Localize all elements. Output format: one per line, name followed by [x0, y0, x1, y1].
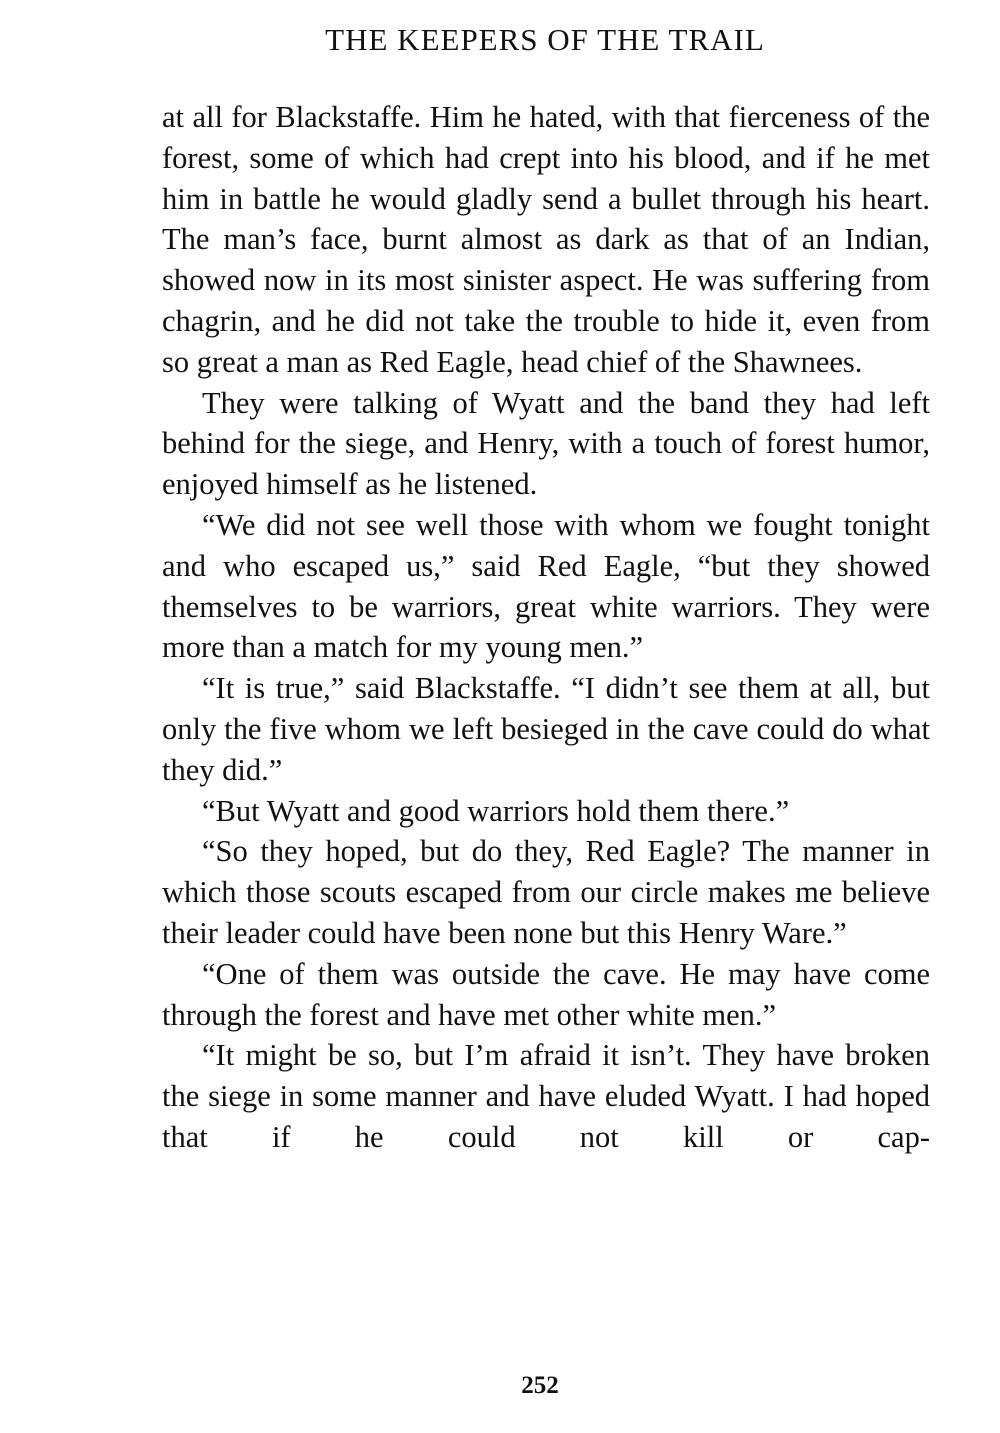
paragraph: “We did not see well those with whom we fought tonight and who escaped us,” said Red Eagle, “but they showed themselves to be warriors, great white warriors. They were more than a match for my young men.”	[162, 507, 930, 665]
paragraph: “It is true,” said Blackstaffe. “I didn’t see them at all, but only the five whom we left besieged in the cave could do what they did.”	[162, 671, 930, 787]
body-text	[162, 97, 930, 1158]
paragraph: “It might be so, but I’m afraid it isn’t. They have broken the siege in some manner and have eluded Wyatt. I had hoped that if he could not kill or cap-	[162, 1038, 930, 1154]
paragraph: at all for Blackstaffe. Him he hated, with that fierceness of the forest, some of which had crept into his blood, and if he met him in battle he would gladly send a bullet through his heart. The man’s face, burnt almost as dark as that of an Indian, showed now in its most sinister aspect. He was suffering from chagrin, and he did not take the trouble to hide it, even from so great a man as Red Eagle, head chief of the Shawnees.	[162, 100, 930, 379]
paragraph: “One of them was outside the cave. He may have come through the forest and have met other white men.”	[162, 956, 930, 1032]
page-number: 252	[521, 1372, 559, 1399]
paragraph: They were talking of Wyatt and the band they had left behind for the siege, and Henry, with a touch of forest humor, enjoyed himself as he listened.	[162, 385, 930, 502]
paragraph: “But Wyatt and good warriors hold them there.”	[202, 793, 790, 828]
paragraph: “So they hoped, but do they, Red Eagle? The manner in which those scouts escaped from our circle makes me believe their leader could have been none but this Henry Ware.”	[162, 834, 930, 950]
running-head: THE KEEPERS OF THE TRAIL	[325, 22, 765, 57]
